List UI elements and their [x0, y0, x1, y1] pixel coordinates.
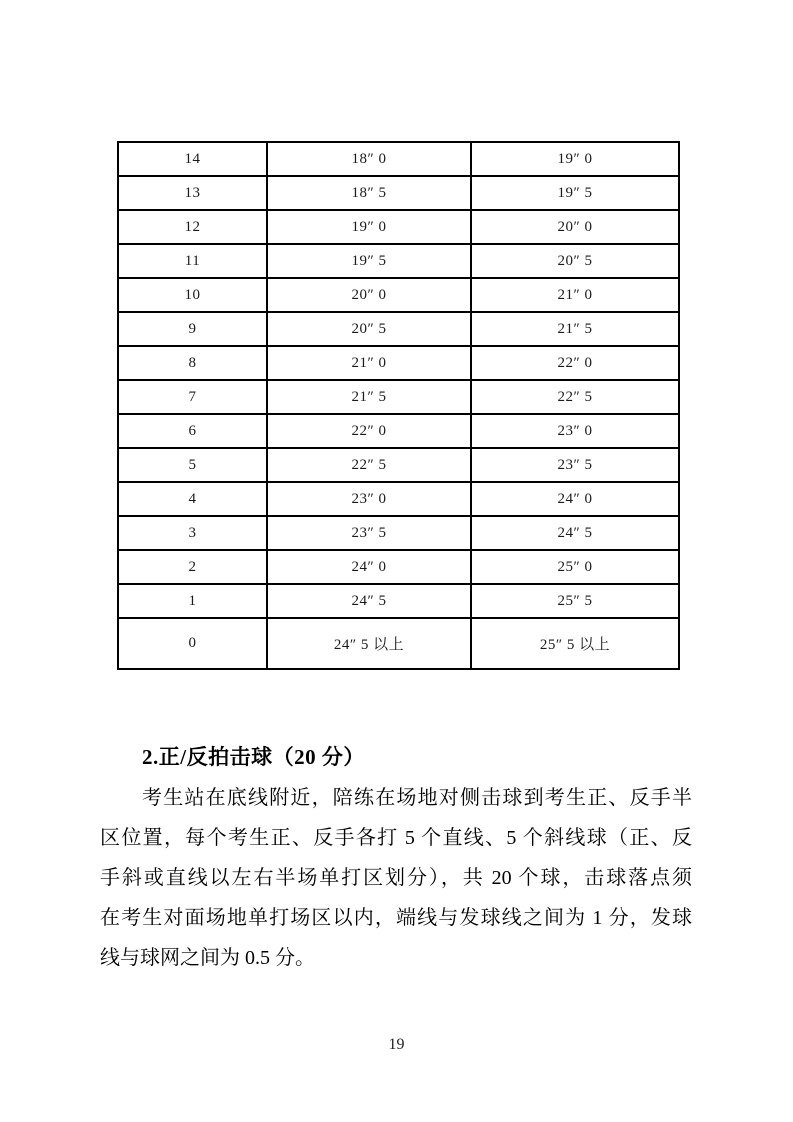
score-cell: 4 [118, 482, 267, 516]
table-row [118, 380, 679, 414]
score-cell: 10 [118, 278, 267, 312]
time-left-cell: 22″ 5 [267, 448, 471, 482]
paragraph-line: 在考生对面场地单打场区以内，端线与发球线之间为 1 分，发球 [100, 907, 692, 929]
time-left-cell: 24″ 5 以上 [267, 618, 471, 669]
time-right-cell: 25″ 0 [471, 550, 679, 584]
table-row [118, 244, 679, 278]
score-cell: 12 [118, 210, 267, 244]
score-cell: 2 [118, 550, 267, 584]
score-table [117, 141, 680, 670]
section-heading: 2.正/反拍击球（20 分） [142, 745, 365, 769]
table-row [118, 346, 679, 380]
score-cell: 3 [118, 516, 267, 550]
table-row [118, 176, 679, 210]
time-left-cell: 21″ 5 [267, 380, 471, 414]
time-right-cell: 22″ 0 [471, 346, 679, 380]
table-row [118, 618, 679, 669]
time-right-cell: 20″ 0 [471, 210, 679, 244]
score-cell: 9 [118, 312, 267, 346]
time-left-cell: 18″ 0 [267, 142, 471, 176]
time-right-cell: 23″ 5 [471, 448, 679, 482]
time-right-cell: 24″ 0 [471, 482, 679, 516]
score-table-body [118, 142, 679, 669]
paragraph-line: 考生站在底线附近，陪练在场地对侧击球到考生正、反手半 [142, 787, 692, 809]
table-row [118, 584, 679, 618]
table-row [118, 312, 679, 346]
time-left-cell: 24″ 5 [267, 584, 471, 618]
time-right-cell: 25″ 5 [471, 584, 679, 618]
time-right-cell: 23″ 0 [471, 414, 679, 448]
score-cell: 5 [118, 448, 267, 482]
time-left-cell: 19″ 0 [267, 210, 471, 244]
time-left-cell: 23″ 0 [267, 482, 471, 516]
time-left-cell: 20″ 5 [267, 312, 471, 346]
score-cell: 7 [118, 380, 267, 414]
table-row [118, 482, 679, 516]
score-cell: 6 [118, 414, 267, 448]
table-row [118, 142, 679, 176]
paragraph-line: 区位置，每个考生正、反手各打 5 个直线、5 个斜线球（正、反 [100, 827, 692, 849]
time-right-cell: 21″ 5 [471, 312, 679, 346]
time-left-cell: 21″ 0 [267, 346, 471, 380]
table-row [118, 414, 679, 448]
time-left-cell: 22″ 0 [267, 414, 471, 448]
time-left-cell: 23″ 5 [267, 516, 471, 550]
time-right-cell: 19″ 0 [471, 142, 679, 176]
section-paragraph [100, 778, 692, 978]
score-cell: 8 [118, 346, 267, 380]
time-right-cell: 19″ 5 [471, 176, 679, 210]
table-row [118, 550, 679, 584]
time-right-cell: 24″ 5 [471, 516, 679, 550]
table-row [118, 448, 679, 482]
time-right-cell: 21″ 0 [471, 278, 679, 312]
time-left-cell: 19″ 5 [267, 244, 471, 278]
time-left-cell: 18″ 5 [267, 176, 471, 210]
table-row [118, 516, 679, 550]
time-left-cell: 20″ 0 [267, 278, 471, 312]
time-right-cell: 20″ 5 [471, 244, 679, 278]
page-number: 19 [388, 1036, 405, 1053]
score-cell: 0 [118, 618, 267, 669]
score-cell: 13 [118, 176, 267, 210]
score-cell: 1 [118, 584, 267, 618]
time-left-cell: 24″ 0 [267, 550, 471, 584]
time-right-cell: 22″ 5 [471, 380, 679, 414]
table-row [118, 278, 679, 312]
score-cell: 11 [118, 244, 267, 278]
time-right-cell: 25″ 5 以上 [471, 618, 679, 669]
paragraph-line: 手斜或直线以左右半场单打区划分），共 20 个球，击球落点须 [100, 867, 692, 889]
paragraph-line: 线与球网之间为 0.5 分。 [100, 947, 315, 969]
table-row [118, 210, 679, 244]
score-cell: 14 [118, 142, 267, 176]
